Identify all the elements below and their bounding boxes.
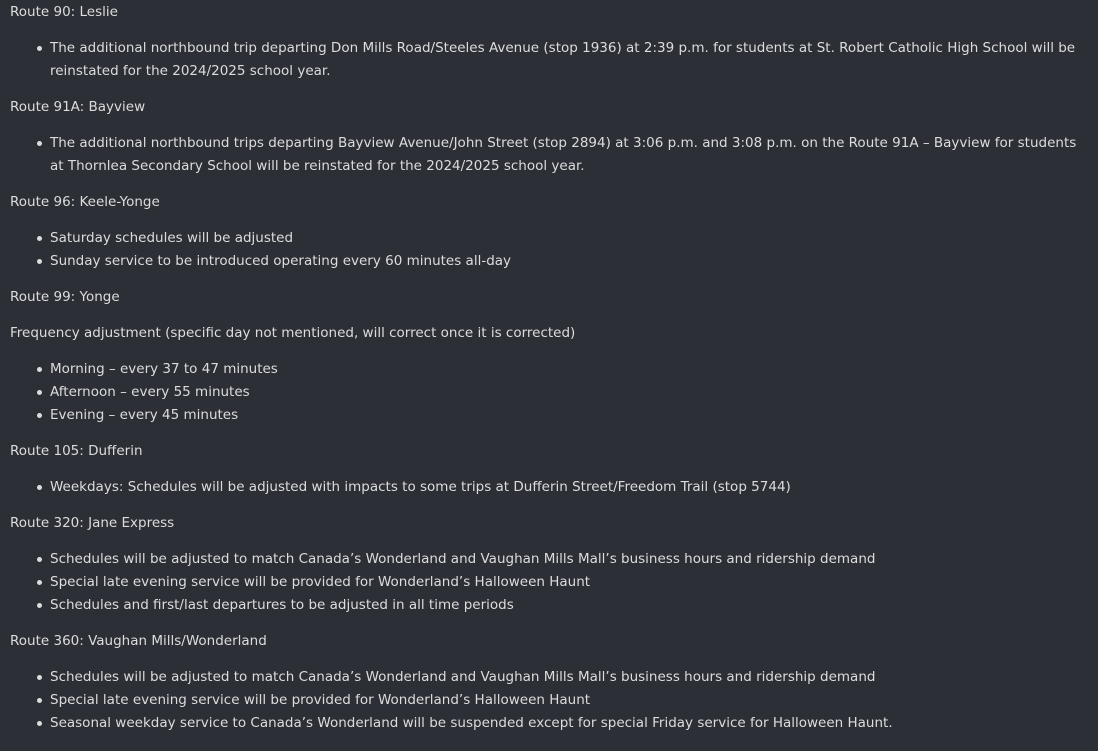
list-item: Seasonal weekday service to Canada’s Wonderland will be suspended except for special Friday service for Halloween Haunt. [50,712,1094,735]
list-item: Sunday service to be introduced operating every 60 minutes all-day [50,250,1094,273]
route-360-heading: Route 360: Vaughan Mills/Wonderland [10,633,267,649]
route-320-heading: Route 320: Jane Express [10,515,175,531]
route-90-list [10,37,1094,83]
route-99-list [10,358,1094,427]
route-360-list [10,666,1094,735]
list-item: The additional northbound trip departing Don Mills Road/Steeles Avenue (stop 1936) at 2:39 p.m. for students at St. Robert Catholic High School will be reinstated for the 2024/2025 school year. [50,37,1094,83]
list-item: Special late evening service will be provided for Wonderland’s Halloween Haunt [50,689,1094,712]
list-item: Schedules will be adjusted to match Canada’s Wonderland and Vaughan Mills Mall’s business hours and ridership demand [50,666,1094,689]
list-item: Weekdays: Schedules will be adjusted with impacts to some trips at Dufferin Street/Freedom Trail (stop 5744) [50,476,1094,499]
route-91a-heading: Route 91A: Bayview [10,99,146,115]
list-item: Schedules will be adjusted to match Canada’s Wonderland and Vaughan Mills Mall’s business hours and ridership demand [50,548,1094,571]
route-90-heading: Route 90: Leslie [10,4,118,20]
list-item: Afternoon – every 55 minutes [50,381,1094,404]
route-320-list [10,548,1094,617]
list-item: The additional northbound trips departing Bayview Avenue/John Street (stop 2894) at 3:06 p.m. and 3:08 p.m. on the Route 91A – Bayview for students at Thornlea Secondary School will be reinstated for the 2024/2025 school year. [50,132,1094,178]
route-99-heading: Route 99: Yonge [10,289,120,305]
document-body [10,1,1094,748]
list-item: Evening – every 45 minutes [50,404,1094,427]
list-item: Schedules and first/last departures to be adjusted in all time periods [50,594,1094,617]
list-item: Morning – every 37 to 47 minutes [50,358,1094,381]
list-item: Special late evening service will be provided for Wonderland’s Halloween Haunt [50,571,1094,594]
route-105-heading: Route 105: Dufferin [10,443,143,459]
route-96-heading: Route 96: Keele-Yonge [10,194,160,210]
route-91a-list [10,132,1094,178]
route-99-note: Frequency adjustment (specific day not mentioned, will correct once it is corrected) [10,325,576,341]
route-105-list [10,476,1094,499]
list-item: Saturday schedules will be adjusted [50,227,1094,250]
route-96-list [10,227,1094,273]
